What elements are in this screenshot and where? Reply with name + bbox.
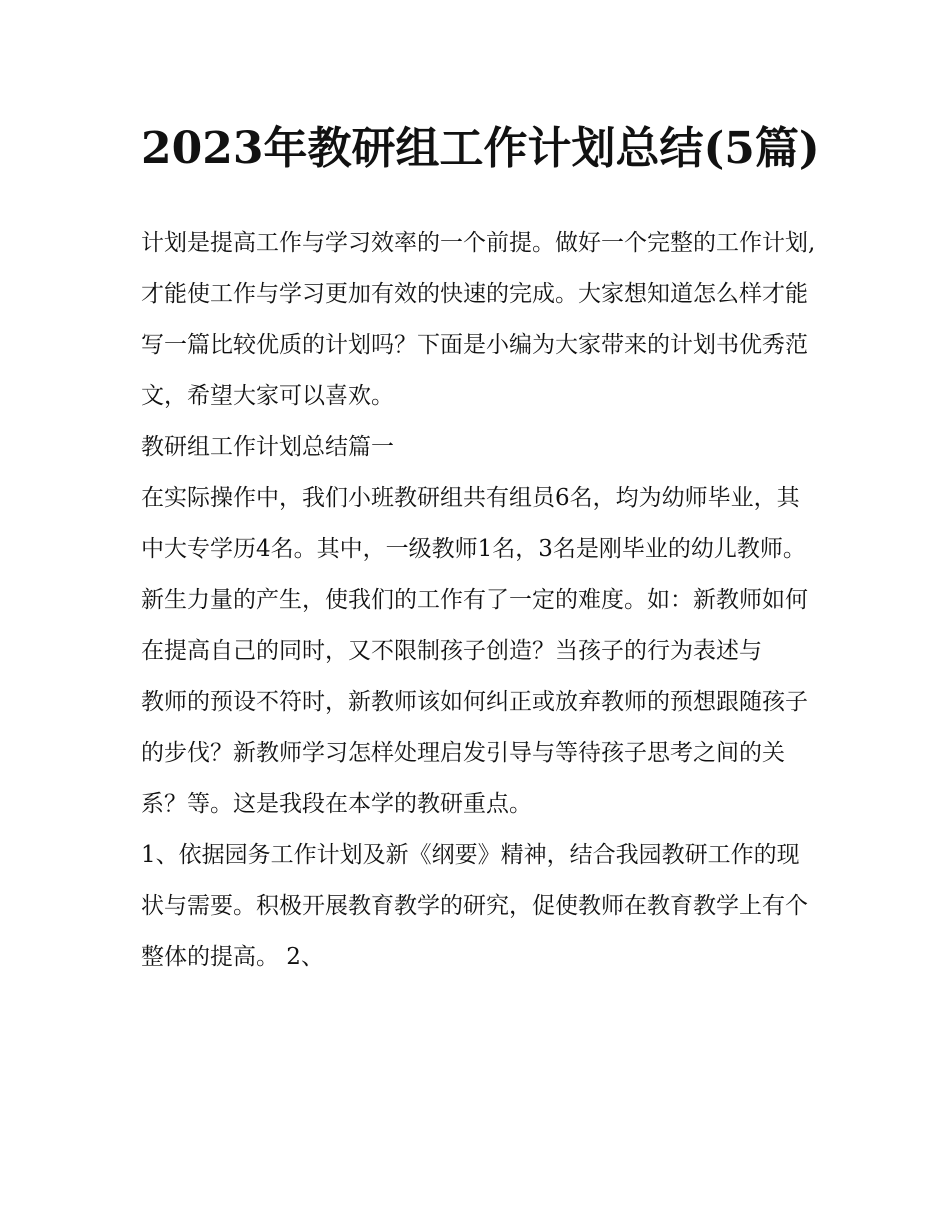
body-paragraph-2: 教师的预设不符时，新教师该如何纠正或放弃教师的预想跟随孩子的步伐？新教师学习怎样处理启发引导与等待孩子思考之间的关系？等。这是我段在本学的教研重点。: [141, 689, 808, 817]
intro-paragraph: 计划是提高工作与学习效率的一个前提。做好一个完整的工作计划,才能使工作与学习更加有效的快速的完成。大家想知道怎么样才能写一篇比较优质的计划吗？下面是小编为大家带来的计划书优秀范文，希望大家可以喜欢。: [141, 230, 816, 409]
document-page: [141, 112, 821, 983]
body-paragraph-3: 1、依据园务工作计划及新《纲要》精神，结合我园教研工作的现状与需要。积极开展教育教学的研究，促使教师在教育教学上有个整体的提高。 2、: [141, 842, 808, 970]
body-paragraph-1: 在实际操作中，我们小班教研组共有组员6名，均为幼师毕业，其中大专学历4名。其中，一级教师1名，3名是刚毕业的幼儿教师。新生力量的产生，使我们的工作有了一定的难度。如：新教师如何在提高自己的同时，又不限制孩子创造？当孩子的行为表述与: [141, 485, 808, 664]
document-title: 2023年教研组工作计划总结(5篇): [141, 123, 820, 174]
section-heading: 教研组工作计划总结篇一: [141, 434, 394, 460]
